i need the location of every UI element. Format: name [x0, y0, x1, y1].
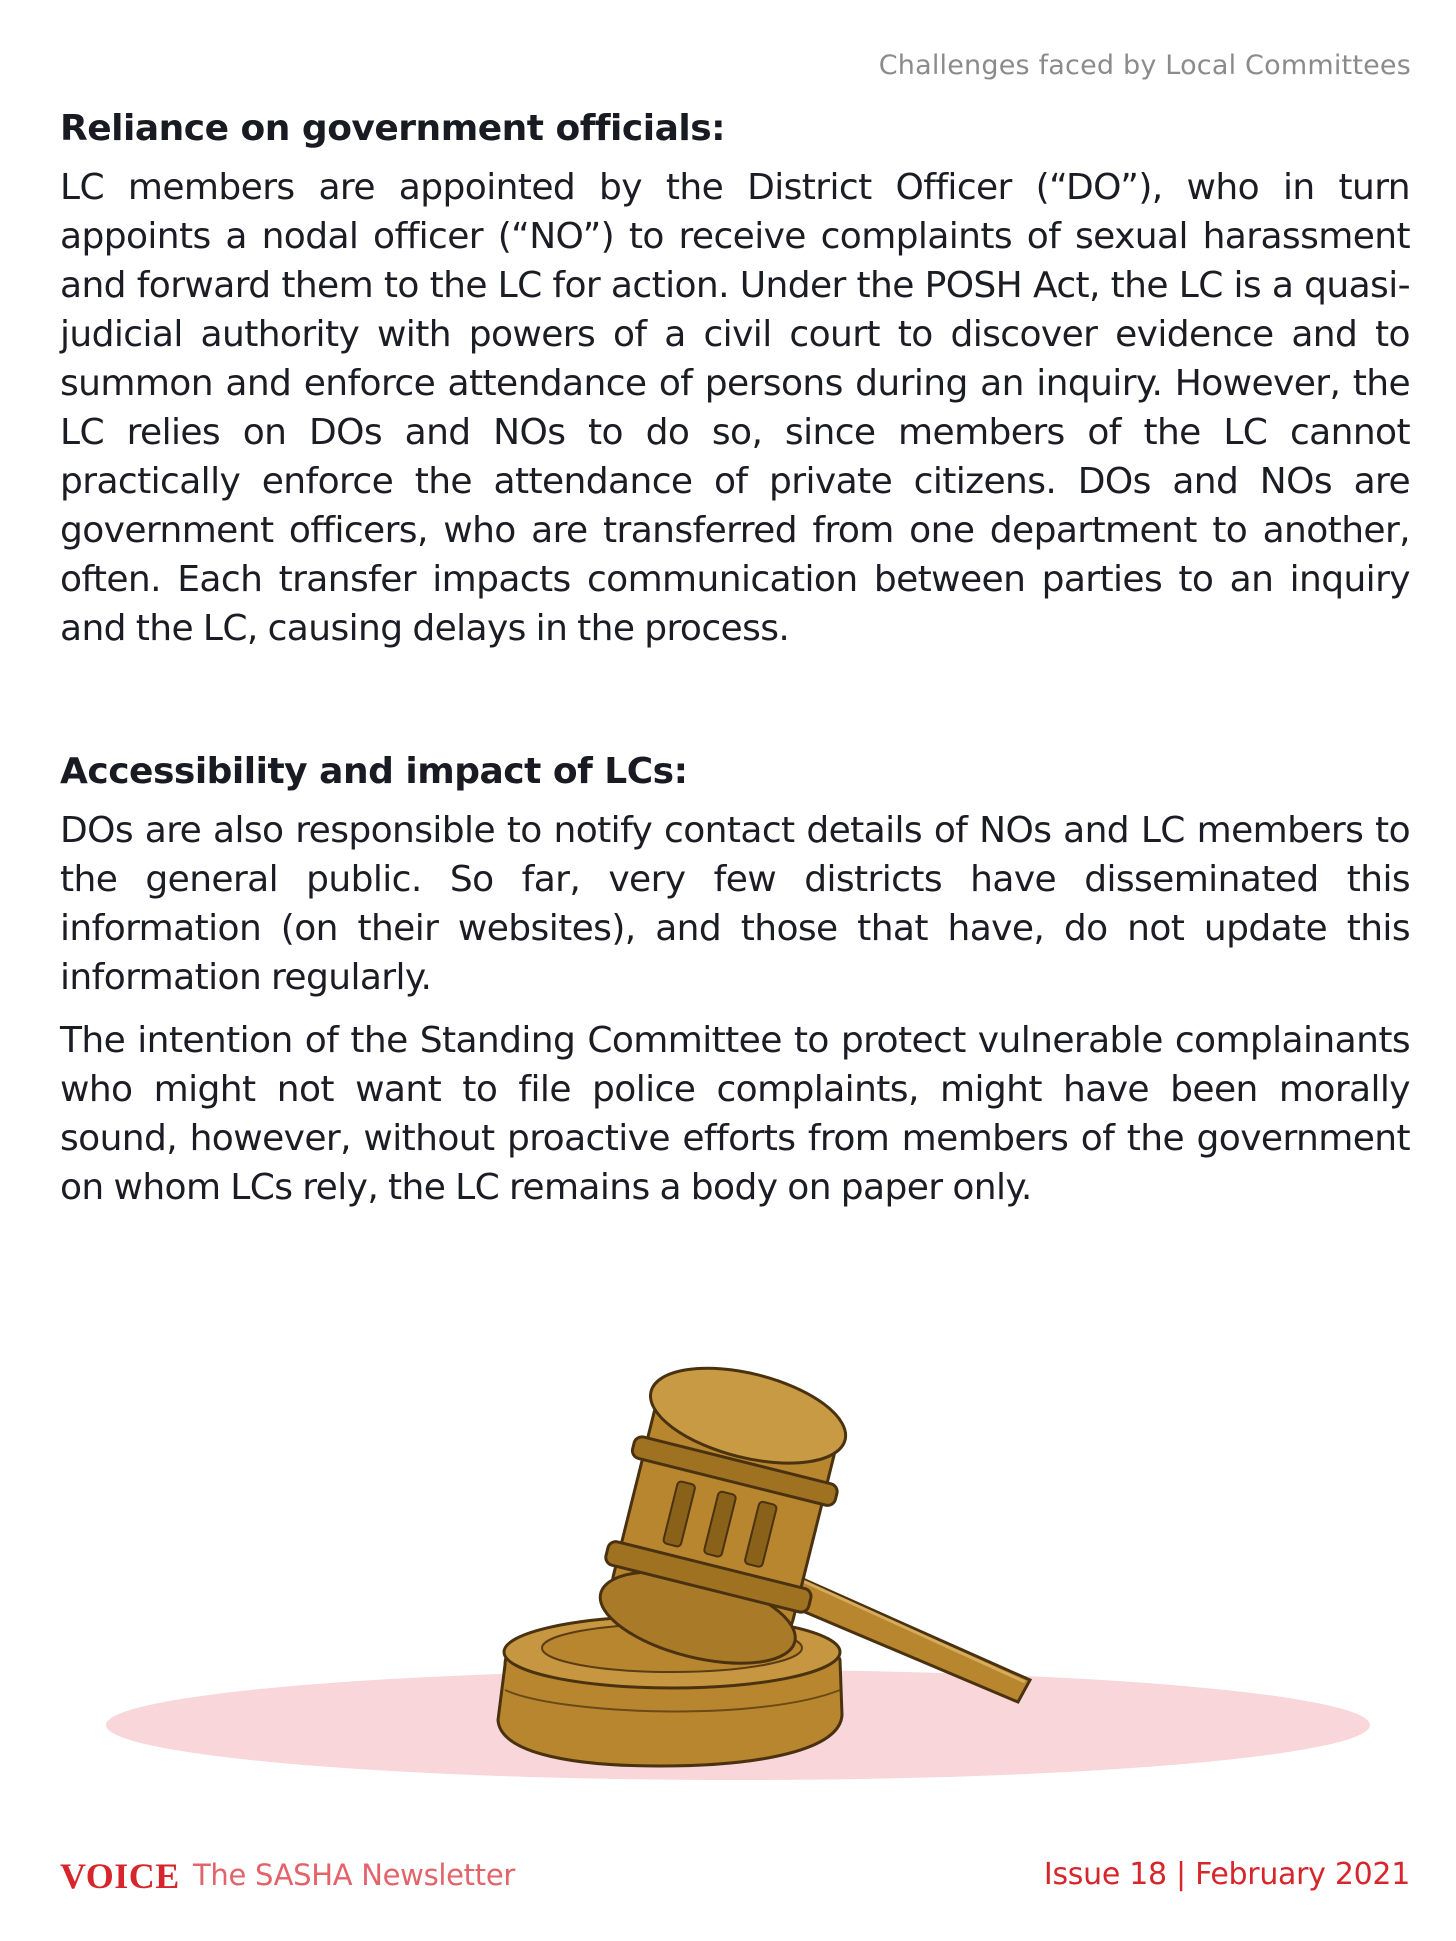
issue-date: Issue 18 | February 2021 [1043, 1857, 1410, 1892]
section-reliance [60, 108, 1410, 653]
gavel-illustration [0, 1330, 1456, 1790]
page-footer [60, 1855, 1410, 1903]
section-accessibility [60, 751, 1410, 1212]
section-heading: Reliance on government officials: [60, 108, 726, 149]
section-heading: Accessibility and impact of LCs: [60, 751, 688, 792]
body-paragraph: LC members are appointed by the District Officer (“DO”), who in turn appoints a nodal officer (“NO”) to receive complaints of sexual harassment and forward them to the LC for action. Under the POSH Act, the LC is a quasi-judicial authority with powers of a civil court to discover evidence and to summon and enforce attendance of persons during an inquiry. However, the LC relies on DOs and NOs to do so, since members of the LC cannot practically enforce the attendance of private citizens. DOs and NOs are government officers, who are transferred from one department to another, often. Each transfer impacts communication between parties to an inquiry and the LC, causing delays in the process. [60, 167, 1410, 649]
newsletter-name: The SASHA Newsletter [193, 1858, 515, 1892]
gavel-icon [0, 1330, 1456, 1790]
body-paragraph: DOs are also responsible to notify contact details of NOs and LC members to the general public. So far, very few districts have disseminated this information (on their websites), and those that have, do not update this information regularly. [60, 810, 1410, 998]
article-body [60, 108, 1410, 1212]
gavel-head [587, 1350, 860, 1682]
brand-logo: VOICE [60, 1856, 180, 1896]
running-head: Challenges faced by Local Committees [878, 50, 1411, 81]
body-paragraph: The intention of the Standing Committee to protect vulnerable complainants who might not want to file police complaints, might have been morally sound, however, without proactive efforts from members of the government on whom LCs rely, the LC remains a body on paper only. [60, 1020, 1410, 1208]
